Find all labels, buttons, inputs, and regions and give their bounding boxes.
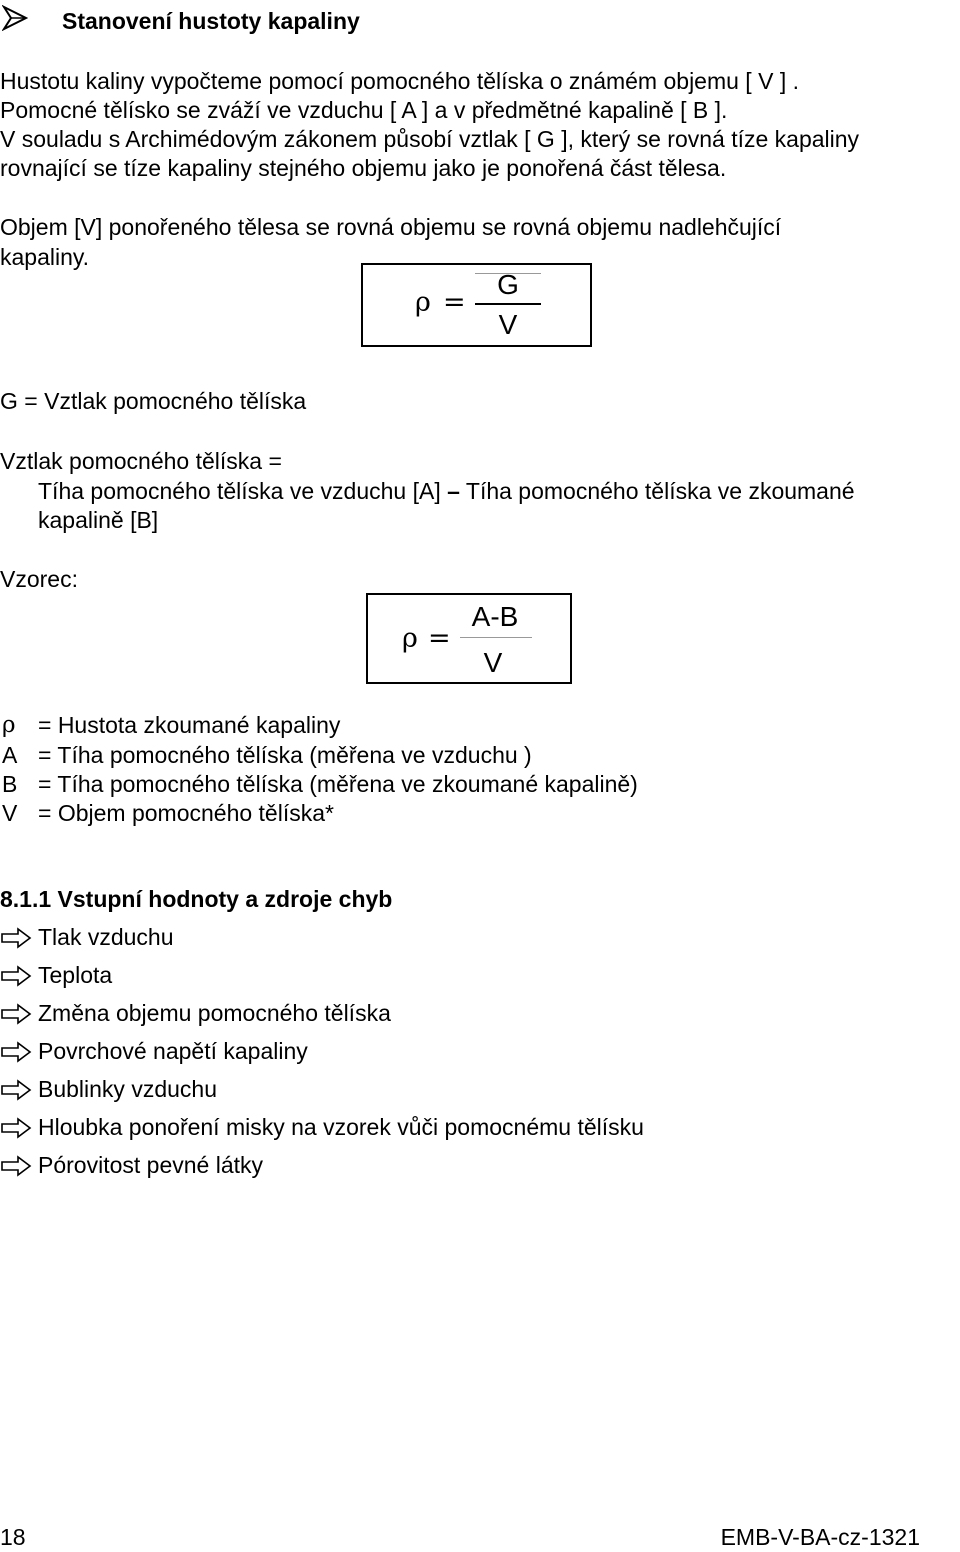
document-code: EMB-V-BA-cz-1321 — [720, 1524, 920, 1550]
fraction-denominator: V — [498, 309, 518, 340]
rho-symbol: ρ — [415, 287, 431, 318]
list-item — [0, 1150, 960, 1180]
hollow-arrow-bullet-icon — [0, 965, 34, 987]
volume-line: Objem [V] ponořeného tělesa se rovná objemu se rovná objemu nadlehčující — [0, 214, 782, 240]
legend-row — [0, 798, 960, 828]
equals-sign: = — [428, 623, 451, 654]
list-item — [0, 960, 960, 990]
legend-text: = Tíha pomocného tělíska (měřena ve vzduchu ) — [38, 742, 532, 768]
intro-line: rovnající se tíze kapaliny stejného objemu jako je ponořená část tělesa. — [0, 155, 727, 181]
legend-symbol: A — [2, 742, 18, 768]
formula-label: Vzorec: — [0, 566, 78, 592]
hollow-arrow-bullet-icon — [0, 1117, 34, 1139]
volume-line: kapaliny. — [0, 244, 90, 270]
subsection-title: 8.1.1 Vstupní hodnoty a zdroje chyb — [0, 886, 393, 912]
g-definition: G = Vztlak pomocného tělíska — [0, 388, 307, 414]
legend-symbol: B — [2, 771, 18, 797]
density-formula-box — [361, 263, 592, 347]
legend-text: = Hustota zkoumané kapaliny — [38, 712, 341, 738]
intro-line: Pomocné tělísko se zváží ve vzduchu [ A ] a v předmětné kapalině [ B ]. — [0, 97, 728, 123]
hollow-arrow-bullet-icon — [0, 1155, 34, 1177]
buoyancy-def-line: kapalině [B] — [38, 507, 159, 533]
rho-symbol: ρ — [402, 623, 418, 654]
list-item-text: Hloubka ponoření misky na vzorek vůči pomocnému tělísku — [38, 1114, 644, 1140]
equals-sign: = — [443, 287, 466, 318]
density-formula-box — [366, 593, 572, 684]
hollow-arrow-bullet-icon — [0, 1003, 34, 1025]
legend-row — [0, 710, 960, 740]
list-item-text: Bublinky vzduchu — [38, 1076, 217, 1102]
intro-line: Hustotu kaliny vypočteme pomocí pomocného tělíska o známém objemu [ V ] . — [0, 68, 799, 94]
fraction-denominator: V — [483, 647, 503, 678]
list-item-text: Tlak vzduchu — [38, 924, 174, 950]
list-item-text: Teplota — [38, 962, 113, 988]
intro-line: V souladu s Archimédovým zákonem působí vztlak [ G ], který se rovná tíze kapaliny — [0, 126, 860, 152]
list-item-text: Změna objemu pomocného tělíska — [38, 1000, 391, 1026]
buoyancy-def-line — [38, 476, 855, 506]
section-heading: Stanovení hustoty kapaliny — [62, 8, 360, 34]
legend-row — [0, 769, 960, 799]
legend-row — [0, 740, 960, 770]
list-item-text: Pórovitost pevné látky — [38, 1152, 264, 1178]
fraction-bar — [460, 637, 532, 638]
buoyancy-def-part: Tíha pomocného tělíska ve vzduchu [A] — [38, 478, 448, 504]
list-item-text: Povrchové napětí kapaliny — [38, 1038, 308, 1064]
list-item — [0, 1036, 960, 1066]
legend-symbol: ρ — [2, 712, 16, 738]
legend-symbol: V — [2, 800, 18, 826]
minus-dash: – — [447, 478, 460, 504]
buoyancy-def-part: Tíha pomocného tělíska ve zkoumané — [459, 478, 855, 504]
hollow-arrow-bullet-icon — [0, 1041, 34, 1063]
legend-text: = Tíha pomocného tělíska (měřena ve zkoumané kapalině) — [38, 771, 638, 797]
list-item — [0, 1074, 960, 1104]
page-number: 18 — [0, 1524, 26, 1550]
fraction-numerator: G — [497, 269, 519, 300]
hollow-arrow-bullet-icon — [0, 1079, 34, 1101]
list-item — [0, 998, 960, 1028]
fraction-numerator: A-B — [471, 601, 519, 632]
list-item — [0, 1112, 960, 1142]
arrowhead-bullet-icon — [2, 5, 28, 31]
list-item — [0, 922, 960, 952]
buoyancy-def-line: Vztlak pomocného tělíska = — [0, 448, 282, 474]
legend-text: = Objem pomocného tělíska* — [38, 800, 334, 826]
fraction-bar — [475, 303, 541, 305]
hollow-arrow-bullet-icon — [0, 927, 34, 949]
